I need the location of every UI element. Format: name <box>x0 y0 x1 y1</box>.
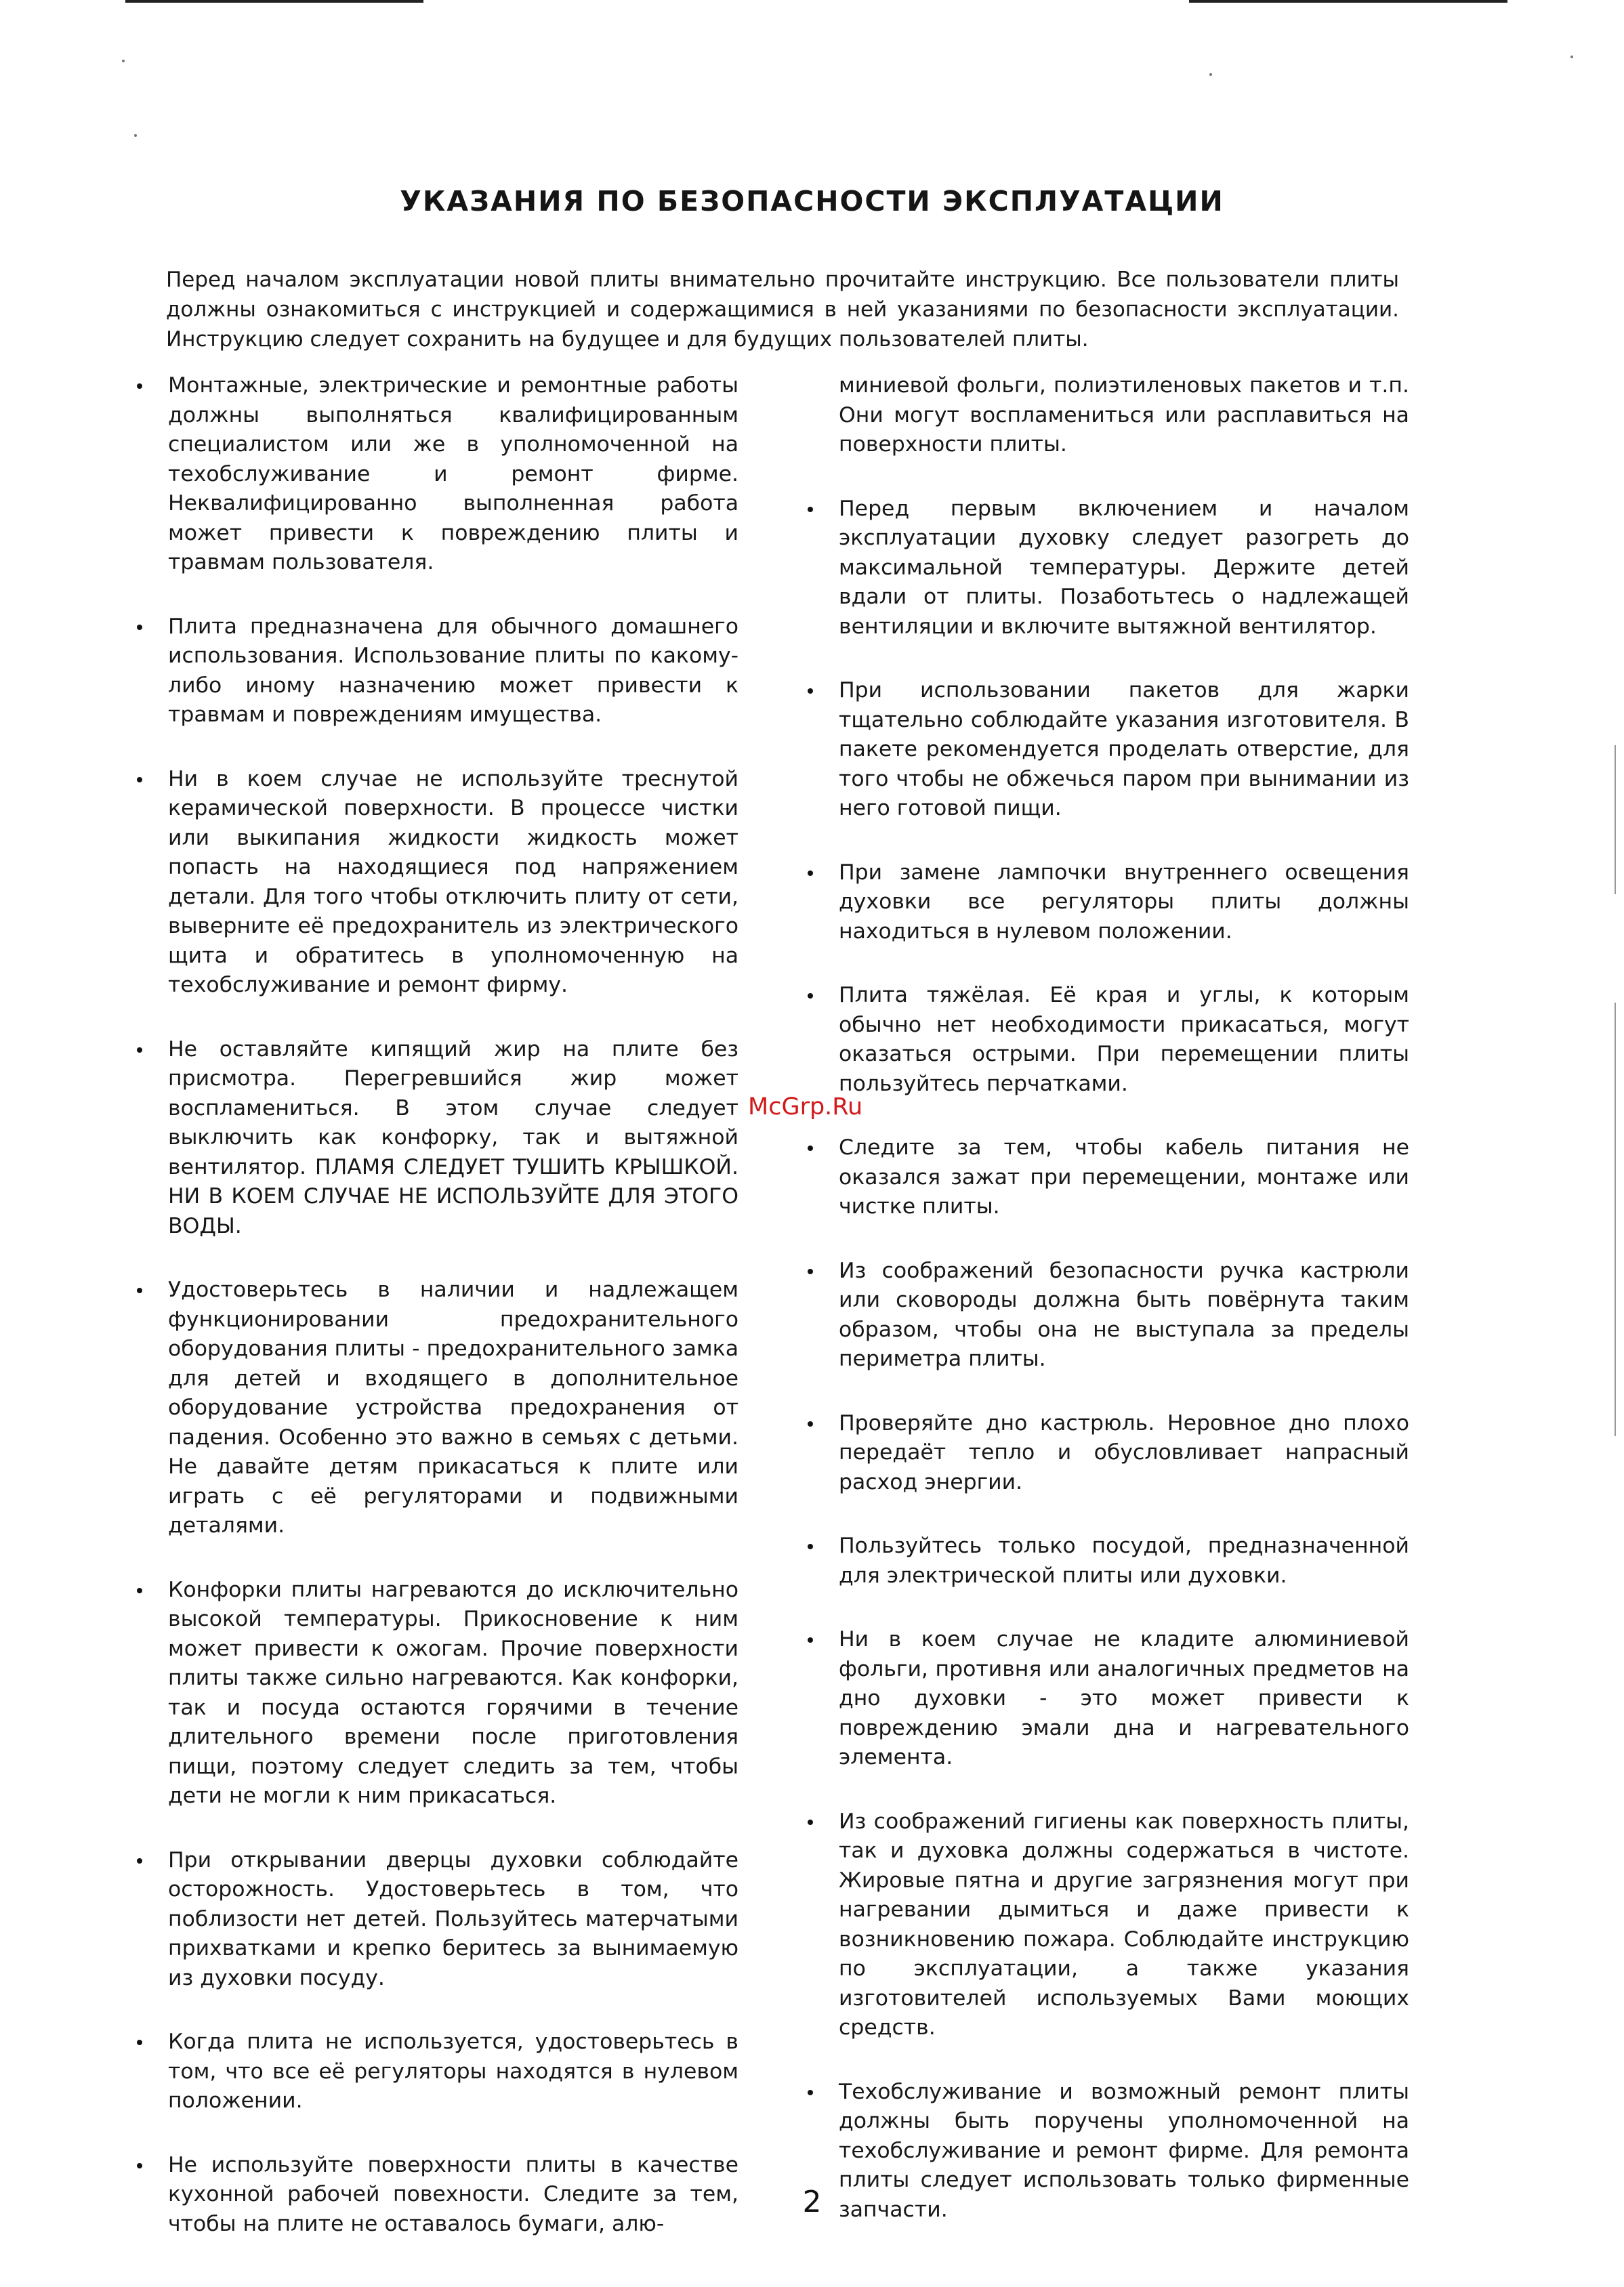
safety-item-text: Ни в коем случае не используйте треснутой керамической поверхности. В процессе чистки или выкипания жидкости жидкость может попасть на находящиеся под напряжением детали. Для того чтобы отключить плиту от сети, выверните её предохранитель из электрического щита и обратитесь в уполномоченную на техобслуживание и ремонт фирму. <box>168 766 738 997</box>
intro-paragraph: Перед началом эксплуатации новой плиты внимательно прочитайте инструкцию. Все пользователи плиты должны ознакомиться с инструкцией и содержащимися в ней указаниями по безопасности эксплуатации. Инструкцию следует сохранить на будущее и для будущих пользователей плиты. <box>166 268 1399 352</box>
safety-item-text: миниевой фольги, полиэтиленовых пакетов и т.п. Они могут воспламениться или расплавиться на поверхности плиты. <box>839 373 1409 457</box>
bullet-icon <box>137 383 142 389</box>
page-number: 2 <box>802 2185 822 2219</box>
bullet-icon <box>137 1588 142 1593</box>
scan-top-line-right <box>1189 0 1507 3</box>
safety-item <box>799 1409 1409 1498</box>
safety-item <box>129 612 738 730</box>
safety-item-text: Проверяйте дно кастрюль. Неровное дно плохо передаёт тепло и обусловливает напрасный расход энергии. <box>839 1410 1409 1494</box>
safety-item <box>129 1035 738 1242</box>
safety-item <box>799 1257 1409 1375</box>
left-column <box>129 371 738 2273</box>
scan-dot <box>122 60 125 62</box>
bullet-icon <box>137 1858 142 1864</box>
scan-dot <box>1209 73 1212 76</box>
safety-item-text: Следите за тем, чтобы кабель питания не оказался зажат при перемещении, монтаже или чистке плиты. <box>839 1135 1409 1219</box>
bullet-icon <box>808 1637 813 1643</box>
bullet-icon <box>808 1146 813 1151</box>
safety-item-text: Ни в коем случае не кладите алюминиевой фольги, противня или аналогичных предметов на дно духовки - это может привести к повреждению эмали дна и нагревательного элемента. <box>839 1627 1409 1769</box>
bullet-icon <box>808 870 813 876</box>
safety-item-text: Плита тяжёлая. Её края и углы, к которым обычно нет необходимости прикасаться, могут оказаться острыми. При перемещении плиты пользуйтесь перчатками. <box>839 983 1409 1096</box>
safety-item-text: Перед первым включением и началом эксплуатации духовку следует разогреть до максимальной температуры. Держите детей вдали от плиты. Позаботьтесь о надлежащей вентиляции и включите вытяжной вентилятор. <box>839 496 1409 639</box>
bullet-icon <box>808 993 813 999</box>
scan-edge-mark <box>1615 1003 1616 1436</box>
safety-item <box>129 1576 738 1811</box>
bullet-icon <box>808 2090 813 2095</box>
safety-item <box>799 1807 1409 2043</box>
safety-item-text: Конфорки плиты нагреваются до исключительно высокой температуры. Прикосновение к ним может привести к ожогам. Прочие поверхности плиты также сильно нагреваются. Как конфорки, так и посуда остаются горячими в течение длительного времени после приготовления пищи, поэтому следует следить за тем, чтобы дети не могли к ним прикасаться. <box>168 1577 738 1808</box>
safety-item-text: При открывании дверцы духовки соблюдайте осторожность. Удостоверьтесь в том, что поблизости нет детей. Пользуйтесь матерчатыми прихватками и крепко беритесь за вынимаемую из духовки посуду. <box>168 1847 738 1990</box>
bullet-icon <box>808 1421 813 1427</box>
safety-item <box>129 1276 738 1541</box>
safety-item <box>129 2028 738 2116</box>
safety-item-text: При замене лампочки внутреннего освещения духовки все регуляторы плиты должны находиться в нулевом положении. <box>839 860 1409 944</box>
safety-item-text: Когда плита не используется, удостоверьтесь в том, что все её регуляторы находятся в нулевом положении. <box>168 2030 738 2113</box>
scan-edge-mark <box>1615 745 1616 894</box>
safety-item <box>799 858 1409 947</box>
bullet-icon <box>808 1820 813 1825</box>
safety-item-text: Техобслуживание и возможный ремонт плиты должны быть поручены уполномоченной на техобслуживание и ремонт фирме. Для ремонта плиты следует использовать только фирменные запчасти. <box>839 2079 1409 2222</box>
safety-item-text: Не используйте поверхности плиты в качестве кухонной рабочей повехности. Следите за тем, чтобы на плите не оставалось бумаги, алю- <box>168 2152 738 2236</box>
page-title: УКАЗАНИЯ ПО БЕЗОПАСНОСТИ ЭКСПЛУАТАЦИИ <box>400 185 1224 218</box>
bullet-icon <box>137 1047 142 1053</box>
safety-item <box>799 1532 1409 1591</box>
bullet-icon <box>808 688 813 694</box>
right-column <box>799 371 1409 2259</box>
bullet-icon <box>137 777 142 782</box>
bullet-icon <box>137 2040 142 2045</box>
safety-item-text: Из соображений безопасности ручка кастрюли или сковороды должна быть повёрнута таким образом, чтобы она не выступала за пределы периметра плиты. <box>839 1258 1409 1371</box>
safety-item-text: Из соображений гигиены как поверхность плиты, так и духовка должны содержаться в чистоте. Жировые пятна и другие загрязнения могут при нагревании дымиться и даже привести к возникновению пожара. Соблюдайте инструкцию по эксплуатации, а также указания изготовителей используемых Вами моющих средств. <box>839 1809 1409 2040</box>
safety-item <box>799 676 1409 824</box>
safety-item-text: Не оставляйте кипящий жир на плите без присмотра. Перегревшийся жир может воспламениться. В этом случае следует выключить как конфорку, так и вытяжной вентилятор. ПЛАМЯ СЛЕДУЕТ ТУШИТЬ КРЫШКОЙ. НИ В КОЕМ СЛУЧАЕ НЕ ИСПОЛЬЗУЙТЕ ДЛЯ ЭТОГО ВОДЫ. <box>168 1036 738 1238</box>
safety-item <box>129 371 738 578</box>
bullet-icon <box>808 1269 813 1274</box>
safety-item-text: Пользуйтесь только посудой, предназначенной для электрической плиты или духовки. <box>839 1534 1409 1588</box>
scan-dot <box>134 134 137 137</box>
safety-item <box>129 765 738 1001</box>
safety-item-text: При использовании пакетов для жарки тщательно соблюдайте указания изготовителя. В пакете рекомендуется проделать отверстие, для того чтобы не обжечься паром при вынимании из него готовой пищи. <box>839 678 1409 820</box>
watermark-link[interactable]: McGrp.Ru <box>748 1093 863 1120</box>
safety-item-continuation <box>799 371 1409 460</box>
safety-item <box>799 1133 1409 1222</box>
scan-dot <box>1570 56 1573 58</box>
bullet-icon <box>808 507 813 512</box>
bullet-icon <box>137 1288 142 1293</box>
safety-item-text: Плита предназначена для обычного домашнего использования. Использование плиты по какому-либо иному назначению может привести к травмам и повреждениям имущества. <box>168 614 738 727</box>
safety-item <box>799 1625 1409 1773</box>
bullet-icon <box>137 625 142 630</box>
scan-top-line-left <box>125 0 423 3</box>
bullet-icon <box>808 1544 813 1549</box>
safety-item-text: Удостоверьтесь в наличии и надлежащем функционировании предохранительного оборудования плиты - предохранительного замка для детей и входящего в дополнительное оборудование устройства предохранения от падения. Особенно это важно в семьях с детьми. Не давайте детям прикасаться к плите или играть с её регуляторами и подвижными деталями. <box>168 1278 738 1538</box>
safety-item <box>129 1846 738 1994</box>
safety-item <box>799 495 1409 642</box>
safety-item <box>799 981 1409 1099</box>
bullet-icon <box>137 2163 142 2168</box>
safety-item-text: Монтажные, электрические и ремонтные работы должны выполняться квалифицированным специалистом или же в уполномоченной на техобслуживание и ремонт фирме. Неквалифицированно выполненная работа может привести к повреждению плиты и травмам пользователя. <box>168 373 738 574</box>
